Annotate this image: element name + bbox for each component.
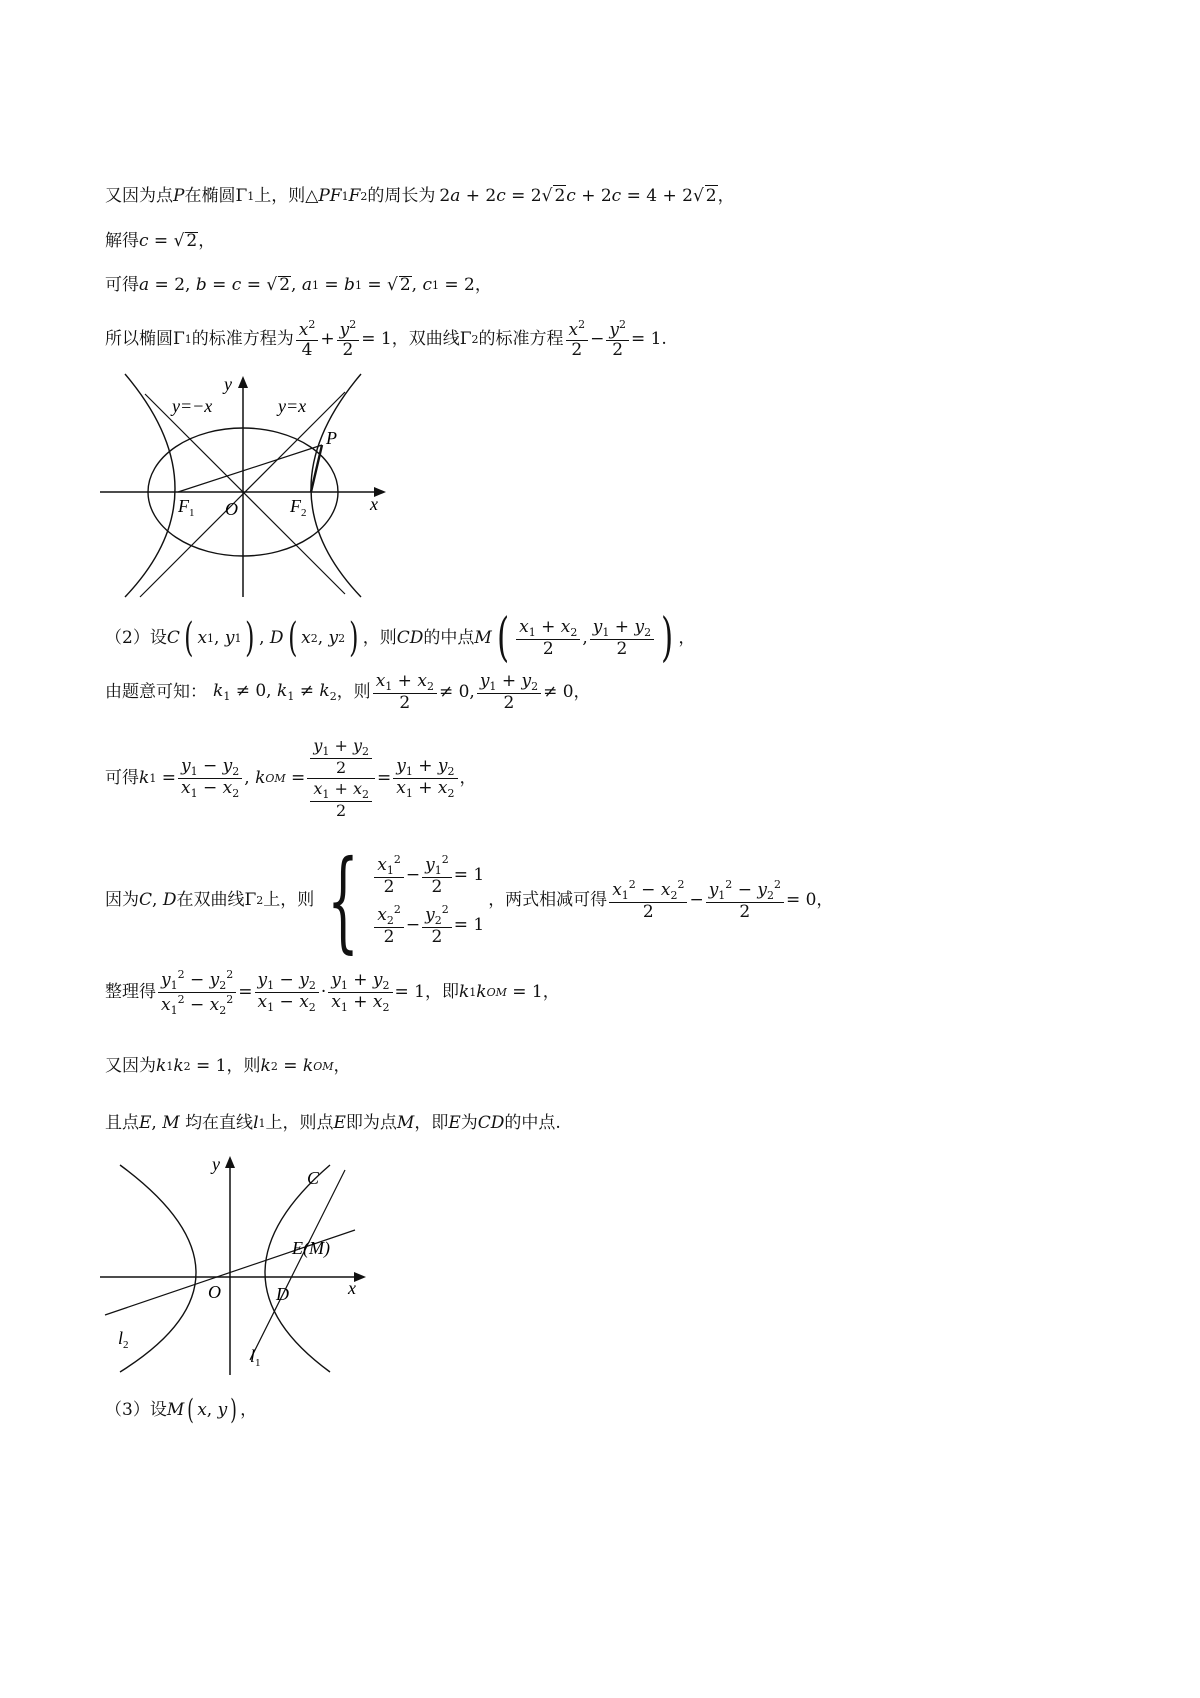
hyperbola-left-branch xyxy=(125,374,175,597)
label-x: x xyxy=(348,1278,356,1298)
y-axis-arrow xyxy=(225,1156,235,1168)
line-slopes: 可得 k 1 = $y_1 - y_2$ $x_1 - x_2$ , k OM = $\frac{y_1 + y_2}{2}$ $\frac{x_1 + x_2}{2}$ = $y_1 + y_2$ $x_1 + x_2$ ， xyxy=(105,736,477,820)
line-values: 可得 a = 2, b = c = √ 2 , a 1 = b 1 = √ 2 , c 1 = 2， xyxy=(105,274,492,295)
segment-PF1 xyxy=(178,445,322,492)
label-F2: $F_2$ xyxy=(290,496,307,519)
line-conditions: 由题意可知： $k_1 \ne 0$, $k_1 \ne k_2$ ，则 $x_1 + x_2$ 2 ≠ 0, $y_1 + y_2$ 2 ≠ 0， xyxy=(105,671,591,713)
line-standard-equations: 所以椭圆 Γ 1 的标准方程为 $x^2$ 4 + $y^2$ 2 = 1 ，双曲线 Γ 2 的标准方程 $x^2$ 2 − $y^2$ 2 = 1. xyxy=(105,318,667,360)
figure-hyperbola-chord xyxy=(100,1150,380,1380)
part-number-3: （3） xyxy=(105,1399,150,1420)
line-simplify: 整理得 $y_1^2 - y_2^2$ $x_1^2 - x_2^2$ = $y_1 - y_2$ $x_1 - x_2$ · $y_1 + y_2$ $x_1 + x_2$ = 1 ，即 k 1 k OM = 1， xyxy=(105,968,560,1017)
part-number-2: （2） xyxy=(105,627,150,648)
label-y: y xyxy=(224,374,232,394)
label-C: C xyxy=(307,1168,320,1188)
line-part3: （3） 设 M ( x , y ) ， xyxy=(105,1393,258,1426)
hyperbola-right-branch xyxy=(265,1165,330,1372)
line-k2: 又因为 k 1 k 2 = 1 ，则 k 2 = k OM ， xyxy=(105,1056,351,1076)
line-system: 因为 C , D 在双曲线 Γ 2 上，则 { $x_1^2$ 2 − $y_1^2$ 2 = 1 $x_2^2$ 2 − $y_2^2$ 2 = 1 ，两式相减可得 $x_1^2 - x_2^2$ 2 − $y_1^2 - y_2^2$ 2 = 0， xyxy=(105,836,834,964)
hyperbola-right-branch xyxy=(311,374,361,597)
label-y-neg-x: y=−x xyxy=(172,396,213,416)
line-perimeter: 又因为点 P 在椭圆 Γ 1 上，则 △ PF 1 F 2 的周长为 2a + 2c = 2√ 2c + 2c = 4 + 2√ 2， xyxy=(105,186,735,206)
line-solve-c: 解得 c = √ 2 ， xyxy=(105,230,216,251)
label-x: x xyxy=(370,494,378,514)
label-E-M: E(M) xyxy=(292,1238,330,1258)
label-D: D xyxy=(276,1284,289,1304)
label-O: O xyxy=(208,1282,221,1302)
line-conclusion: 且点 E , M 均在直线 l 1 上，则点 E 即为点 M ，即 E 为 CD 的中点. xyxy=(105,1113,561,1133)
label-y-x: y=x xyxy=(278,396,307,416)
figure-ellipse-hyperbola xyxy=(100,372,400,602)
label-P: P xyxy=(326,428,337,448)
hyperbola-left-branch xyxy=(120,1165,196,1372)
label-l1: $l_1$ xyxy=(250,1346,261,1369)
label-F1: $F_1$ xyxy=(178,496,195,519)
label-y: y xyxy=(212,1154,220,1174)
label-O: O xyxy=(225,499,238,519)
line-part2-midpoint: （2） 设 C ( x 1 , y 1 ) , D ( x 2 , y 2 ) ，则 CD 的中点 M ( $x_1 + x_2$ 2 , $y_1 + y_2$ 2 ) ， xyxy=(105,608,696,668)
label-l2: $l_2$ xyxy=(118,1328,129,1351)
y-axis-arrow xyxy=(238,376,248,388)
